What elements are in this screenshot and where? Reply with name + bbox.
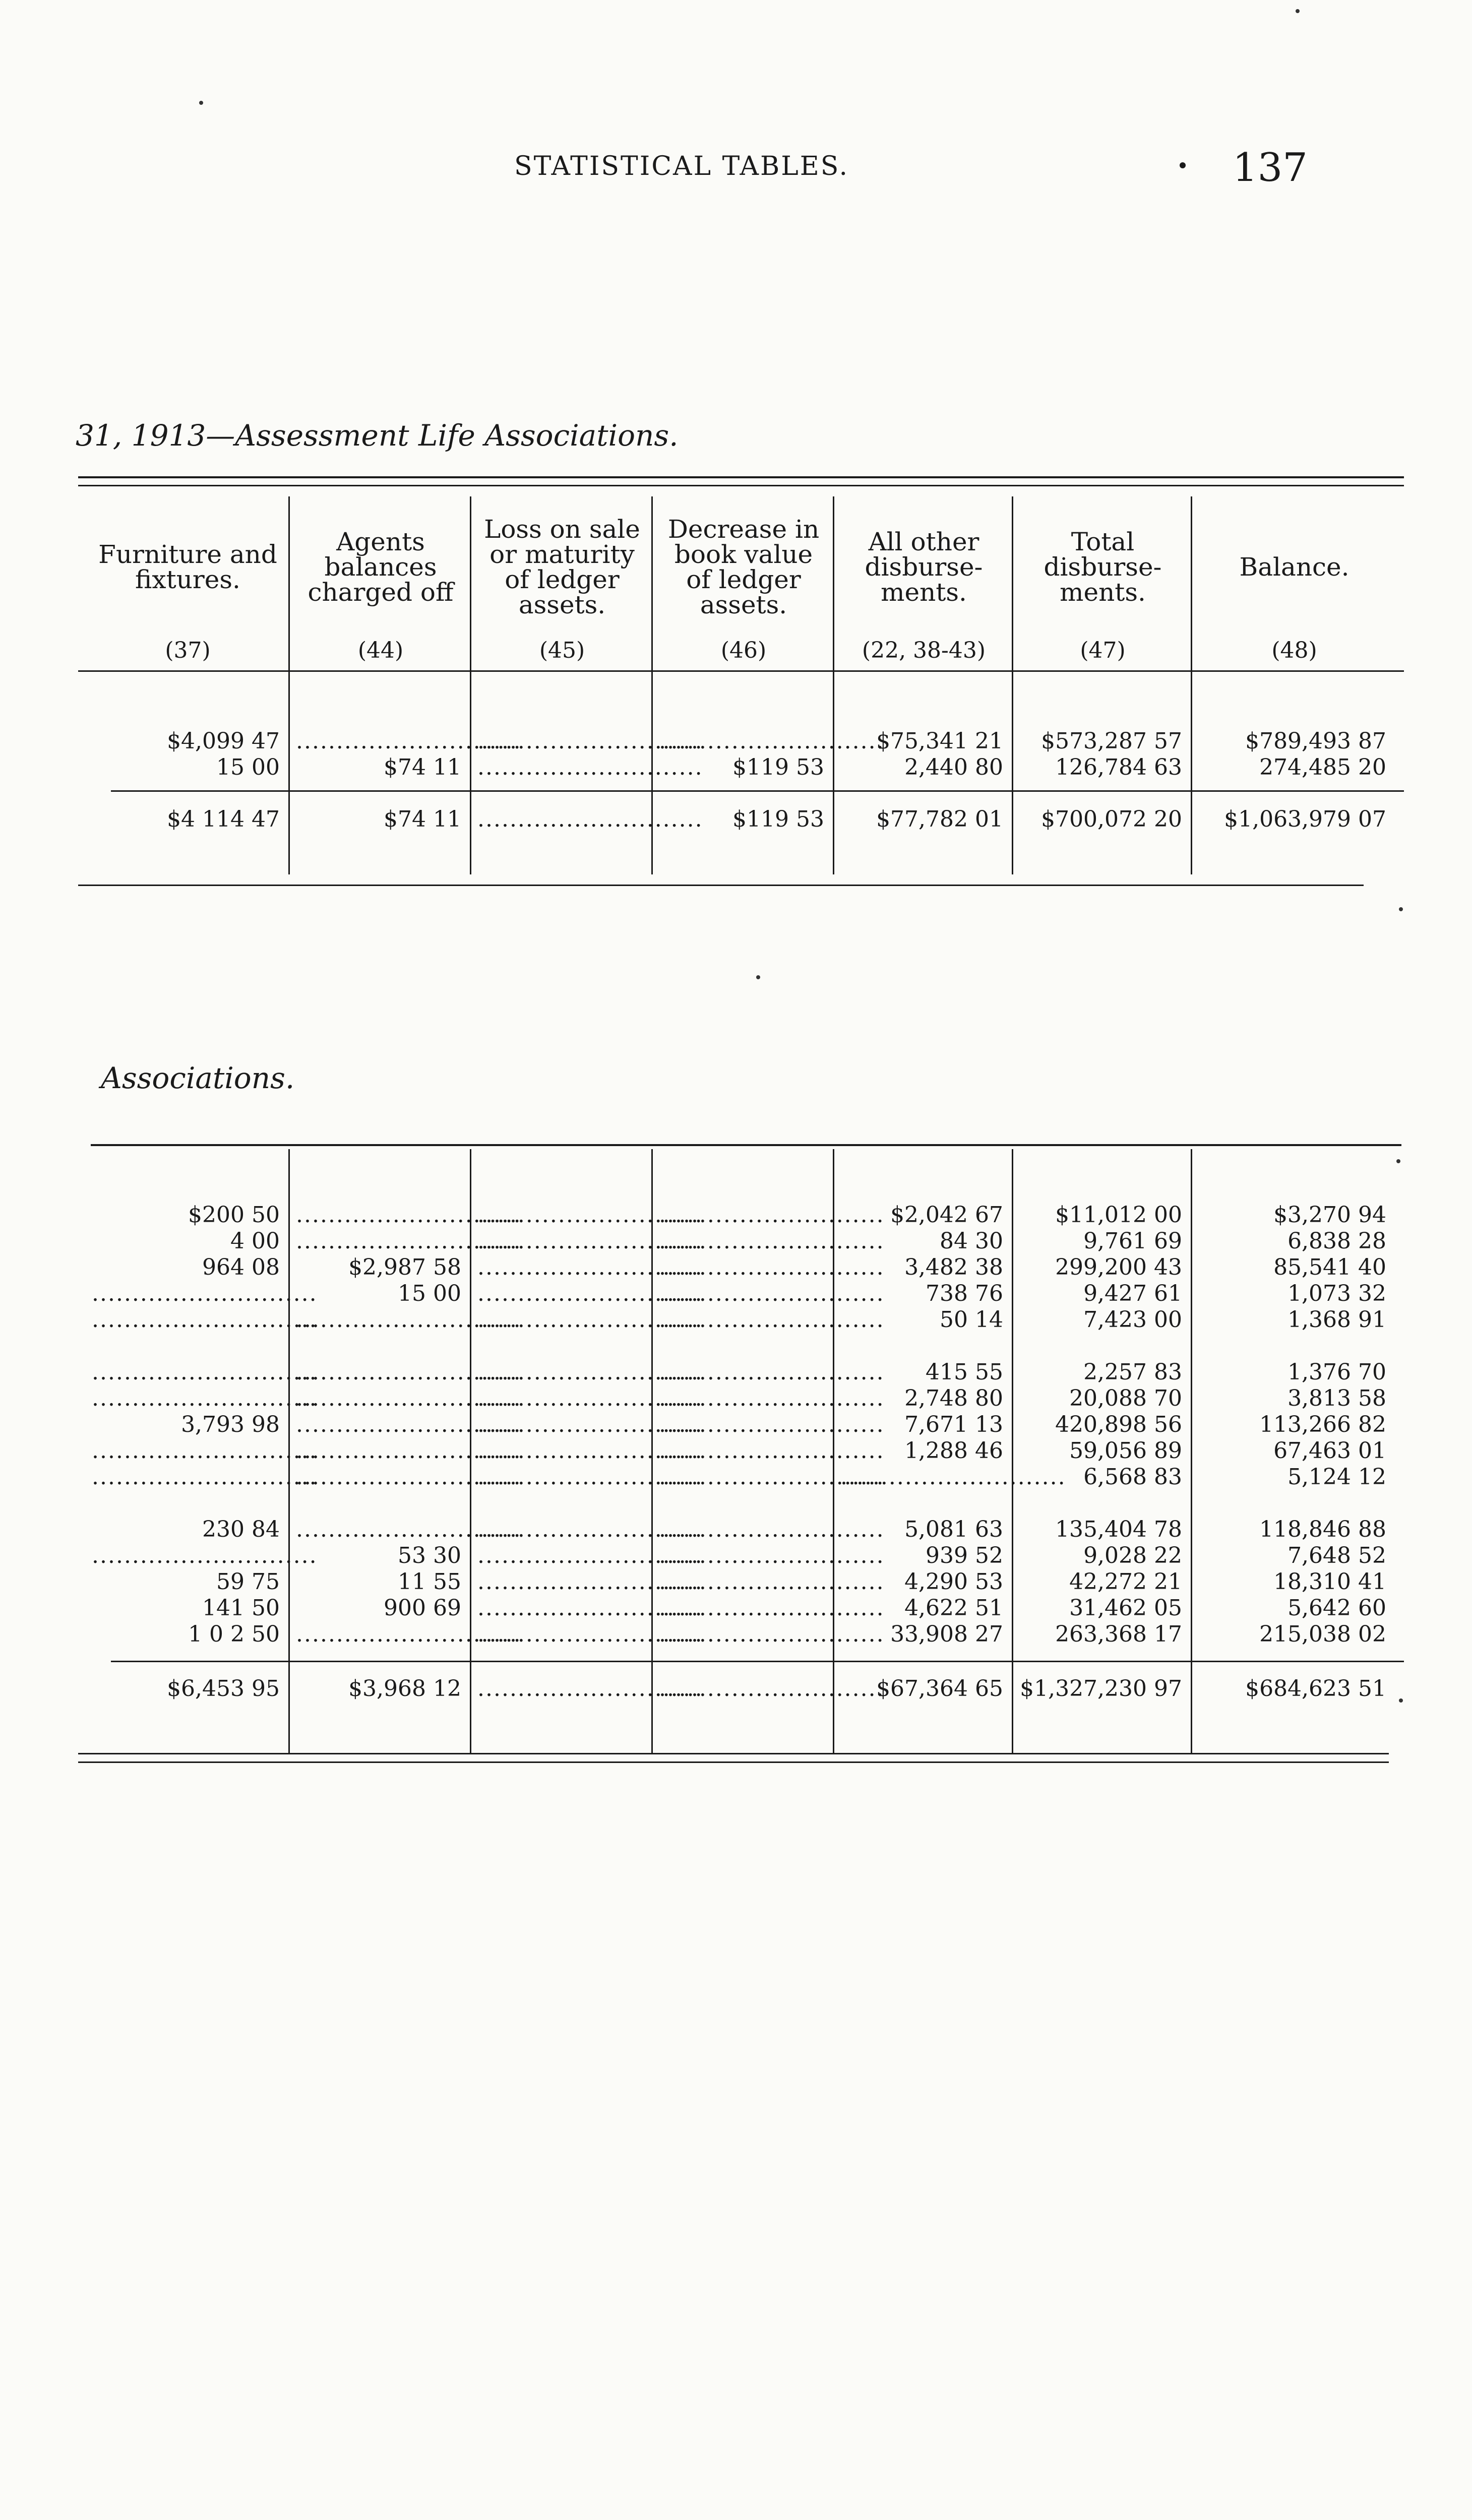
- cell-col-3: ............................: [477, 1202, 703, 1228]
- table2-row: [0, 1359, 1472, 1385]
- cell-col-1: 230 84: [202, 1517, 280, 1542]
- running-title: STATISTICAL TABLES.: [514, 151, 849, 181]
- cell-col-4: ............................: [659, 1543, 885, 1568]
- cell-col-7: 18,310 41: [1273, 1569, 1386, 1595]
- cell-col-4: ............................: [659, 1202, 885, 1228]
- cell-col-3: ............................: [477, 728, 703, 754]
- cell-col-2: 900 69: [384, 1595, 461, 1621]
- table1-caption: 31, 1913—Assessment Life Associations.: [76, 418, 679, 453]
- cell-col-2: 11 55: [398, 1569, 461, 1595]
- scan-speck: [756, 975, 760, 979]
- cell-col-6: 420,898 56: [1055, 1412, 1182, 1437]
- table2-caption: Associations.: [101, 1061, 295, 1095]
- scan-speck: [1296, 9, 1300, 13]
- table1-header-col-1: Furniture and fixtures.: [98, 540, 277, 594]
- cell-col-4: ............................: [659, 1464, 885, 1490]
- cell-col-3: ............................: [477, 1412, 703, 1437]
- cell-col-3: ............................: [477, 754, 703, 780]
- cell-col-1: ............................: [92, 1385, 318, 1411]
- table1-header-col-7: Balance.: [1239, 552, 1350, 582]
- cell-col-1: 1 0 2 50: [188, 1621, 280, 1647]
- table2-row: [0, 1281, 1472, 1307]
- cell-col-4: ............................: [659, 1621, 885, 1647]
- cell-col-7: 67,463 01: [1273, 1438, 1386, 1464]
- table2-total-rule: [111, 1661, 1404, 1662]
- cell-col-2: $3,968 12: [348, 1676, 461, 1702]
- table2-row: [0, 1412, 1472, 1438]
- cell-col-2: ............................: [296, 1202, 522, 1228]
- cell-col-2: ............................: [296, 1517, 522, 1542]
- cell-col-1: 964 08: [202, 1254, 280, 1280]
- cell-col-4: $119 53: [732, 754, 824, 780]
- cell-col-7: $3,270 94: [1273, 1202, 1386, 1228]
- table1-row: [0, 754, 1472, 781]
- cell-col-3: ............................: [477, 1517, 703, 1542]
- cell-col-2: $74 11: [384, 806, 461, 832]
- cell-col-5: 4,622 51: [904, 1595, 1003, 1621]
- cell-col-6: $1,327,230 97: [1020, 1676, 1182, 1702]
- cell-col-1: ............................: [92, 1281, 318, 1306]
- table2-bottom-rule: [78, 1753, 1389, 1754]
- scan-speck: [1396, 1159, 1400, 1163]
- table1-row: [0, 728, 1472, 754]
- table2-row: [0, 1595, 1472, 1621]
- cell-col-1: ............................: [92, 1543, 318, 1568]
- cell-col-5: 1,288 46: [904, 1438, 1003, 1464]
- cell-col-2: ............................: [296, 1438, 522, 1464]
- cell-col-2: ............................: [296, 1228, 522, 1254]
- cell-col-6: 7,423 00: [1083, 1307, 1182, 1333]
- cell-col-5: $77,782 01: [876, 806, 1003, 832]
- cell-col-4: $119 53: [732, 806, 824, 832]
- cell-col-7: 113,266 82: [1259, 1412, 1386, 1437]
- table1-colnum-4: (46): [720, 638, 767, 663]
- cell-col-6: 299,200 43: [1055, 1254, 1182, 1280]
- cell-col-3: ............................: [477, 806, 703, 832]
- table1-colnum-7: (48): [1271, 638, 1317, 663]
- cell-col-7: 1,368 91: [1287, 1307, 1386, 1333]
- cell-col-6: $573,287 57: [1041, 728, 1182, 754]
- table1-colnum-2: (44): [357, 638, 404, 663]
- table1-header-rule: [78, 670, 1404, 672]
- cell-col-6: 9,761 69: [1083, 1228, 1182, 1254]
- cell-col-7: 1,376 70: [1287, 1359, 1386, 1385]
- cell-col-4: ............................: [659, 728, 885, 754]
- cell-col-4: ............................: [659, 1281, 885, 1306]
- cell-col-4: ............................: [659, 1359, 885, 1385]
- cell-col-7: 5,124 12: [1287, 1464, 1386, 1490]
- cell-col-1: 15 00: [216, 754, 280, 780]
- cell-col-2: ............................: [296, 1359, 522, 1385]
- cell-col-4: ............................: [659, 1307, 885, 1333]
- cell-col-7: $789,493 87: [1245, 728, 1386, 754]
- table2-row: [0, 1254, 1472, 1281]
- cell-col-3: ............................: [477, 1254, 703, 1280]
- cell-col-6: 263,368 17: [1055, 1621, 1182, 1647]
- cell-col-2: ............................: [296, 1307, 522, 1333]
- cell-col-6: 6,568 83: [1083, 1464, 1182, 1490]
- cell-col-5: 3,482 38: [904, 1254, 1003, 1280]
- cell-col-7: 6,838 28: [1287, 1228, 1386, 1254]
- cell-col-5: 50 14: [940, 1307, 1003, 1333]
- cell-col-7: 215,038 02: [1259, 1621, 1386, 1647]
- cell-col-5: 2,440 80: [904, 754, 1003, 780]
- cell-col-5: ............................: [840, 1464, 1066, 1490]
- cell-col-4: ............................: [659, 1676, 885, 1702]
- cell-col-2: ............................: [296, 1621, 522, 1647]
- table1-total-row: [0, 806, 1472, 833]
- cell-col-1: $4 114 47: [167, 806, 280, 832]
- cell-col-2: 15 00: [398, 1281, 461, 1306]
- table1-colnum-1: (37): [165, 638, 211, 663]
- table1-colnum-6: (47): [1080, 638, 1126, 663]
- cell-col-1: ............................: [92, 1464, 318, 1490]
- cell-col-3: ............................: [477, 1385, 703, 1411]
- scan-speck: [1399, 907, 1403, 911]
- cell-col-5: 5,081 63: [904, 1517, 1003, 1542]
- cell-col-5: 4,290 53: [904, 1569, 1003, 1595]
- cell-col-3: ............................: [477, 1676, 703, 1702]
- cell-col-1: $200 50: [188, 1202, 280, 1228]
- cell-col-6: 31,462 05: [1069, 1595, 1182, 1621]
- cell-col-4: ............................: [659, 1438, 885, 1464]
- cell-col-5: 939 52: [926, 1543, 1003, 1568]
- cell-col-3: ............................: [477, 1595, 703, 1621]
- cell-col-3: ............................: [477, 1307, 703, 1333]
- table2-row: [0, 1517, 1472, 1543]
- table2-bottom-rule-2: [78, 1761, 1389, 1763]
- table2-top-rule: [91, 1144, 1401, 1146]
- cell-col-6: 126,784 63: [1055, 754, 1182, 780]
- cell-col-4: ............................: [659, 1595, 885, 1621]
- cell-col-2: ............................: [296, 1464, 522, 1490]
- cell-col-7: 274,485 20: [1259, 754, 1386, 780]
- table2-total-row: [0, 1676, 1472, 1702]
- cell-col-3: ............................: [477, 1569, 703, 1595]
- cell-col-2: ............................: [296, 728, 522, 754]
- cell-col-6: 135,404 78: [1055, 1517, 1182, 1542]
- cell-col-5: $2,042 67: [890, 1202, 1003, 1228]
- cell-col-5: $67,364 65: [876, 1676, 1003, 1702]
- cell-col-6: $700,072 20: [1041, 806, 1182, 832]
- scan-speck: [199, 101, 203, 105]
- cell-col-7: 85,541 40: [1273, 1254, 1386, 1280]
- table1-header-col-3: Loss on sale or maturity of ledger assets.: [484, 515, 640, 619]
- cell-col-3: ............................: [477, 1359, 703, 1385]
- table1-header-col-6: Total disburse- ments.: [1044, 527, 1162, 607]
- table1-header-col-4: Decrease in book value of ledger assets.: [667, 515, 820, 619]
- table2-row: [0, 1464, 1472, 1490]
- cell-col-1: 3,793 98: [181, 1412, 280, 1437]
- table1-header-col-2: Agents balances charged off: [308, 527, 454, 607]
- cell-col-2: 53 30: [398, 1543, 461, 1568]
- cell-col-3: ............................: [477, 1464, 703, 1490]
- cell-col-7: 3,813 58: [1287, 1385, 1386, 1411]
- cell-col-6: $11,012 00: [1055, 1202, 1182, 1228]
- table1-total-rule: [111, 790, 1404, 792]
- cell-col-7: 5,642 60: [1287, 1595, 1386, 1621]
- cell-col-1: $4,099 47: [167, 728, 280, 754]
- table1-colnum-5: (22, 38-43): [862, 638, 986, 663]
- cell-col-7: 1,073 32: [1287, 1281, 1386, 1306]
- table2-row: [0, 1621, 1472, 1648]
- cell-col-4: ............................: [659, 1385, 885, 1411]
- cell-col-7: 118,846 88: [1259, 1517, 1386, 1542]
- cell-col-7: 7,648 52: [1287, 1543, 1386, 1568]
- cell-col-4: ............................: [659, 1254, 885, 1280]
- cell-col-2: ............................: [296, 1412, 522, 1437]
- cell-col-6: 59,056 89: [1069, 1438, 1182, 1464]
- table2-row: [0, 1543, 1472, 1569]
- table1-bottom-rule: [78, 885, 1364, 886]
- table2-row: [0, 1569, 1472, 1595]
- table2-row: [0, 1438, 1472, 1464]
- cell-col-1: 59 75: [216, 1569, 280, 1595]
- cell-col-1: ............................: [92, 1359, 318, 1385]
- cell-col-1: 141 50: [202, 1595, 280, 1621]
- page-number: 137: [1233, 145, 1308, 191]
- cell-col-1: 4 00: [230, 1228, 280, 1254]
- cell-col-4: ............................: [659, 1569, 885, 1595]
- cell-col-6: 20,088 70: [1069, 1385, 1182, 1411]
- table1-top-rule: [78, 476, 1404, 478]
- cell-col-4: ............................: [659, 1228, 885, 1254]
- cell-col-4: ............................: [659, 1517, 885, 1542]
- table1-colnum-3: (45): [539, 638, 585, 663]
- cell-col-5: 2,748 80: [904, 1385, 1003, 1411]
- cell-col-6: 9,028 22: [1083, 1543, 1182, 1568]
- cell-col-4: ............................: [659, 1412, 885, 1437]
- cell-col-3: ............................: [477, 1621, 703, 1647]
- cell-col-1: ............................: [92, 1438, 318, 1464]
- table1-top-rule-2: [78, 485, 1404, 486]
- cell-col-3: ............................: [477, 1438, 703, 1464]
- cell-col-5: 415 55: [926, 1359, 1003, 1385]
- cell-col-5: $75,341 21: [876, 728, 1003, 754]
- cell-col-2: ............................: [296, 1385, 522, 1411]
- cell-col-1: $6,453 95: [167, 1676, 280, 1702]
- table2-row: [0, 1228, 1472, 1254]
- cell-col-6: 2,257 83: [1083, 1359, 1182, 1385]
- cell-col-5: 33,908 27: [890, 1621, 1003, 1647]
- cell-col-5: 84 30: [940, 1228, 1003, 1254]
- cell-col-7: $1,063,979 07: [1224, 806, 1386, 832]
- header-speck: [1180, 162, 1186, 168]
- cell-col-5: 7,671 13: [904, 1412, 1003, 1437]
- cell-col-2: $74 11: [384, 754, 461, 780]
- cell-col-5: 738 76: [926, 1281, 1003, 1306]
- cell-col-3: ............................: [477, 1281, 703, 1306]
- cell-col-7: $684,623 51: [1245, 1676, 1386, 1702]
- cell-col-1: ............................: [92, 1307, 318, 1333]
- table2-row: [0, 1202, 1472, 1228]
- table2-row: [0, 1385, 1472, 1412]
- table1-header-col-5: All other disburse- ments.: [865, 527, 983, 607]
- scan-speck: [1399, 1698, 1403, 1703]
- cell-col-3: ............................: [477, 1228, 703, 1254]
- table2-row: [0, 1307, 1472, 1333]
- cell-col-6: 9,427 61: [1083, 1281, 1182, 1306]
- cell-col-3: ............................: [477, 1543, 703, 1568]
- cell-col-6: 42,272 21: [1069, 1569, 1182, 1595]
- cell-col-2: $2,987 58: [348, 1254, 461, 1280]
